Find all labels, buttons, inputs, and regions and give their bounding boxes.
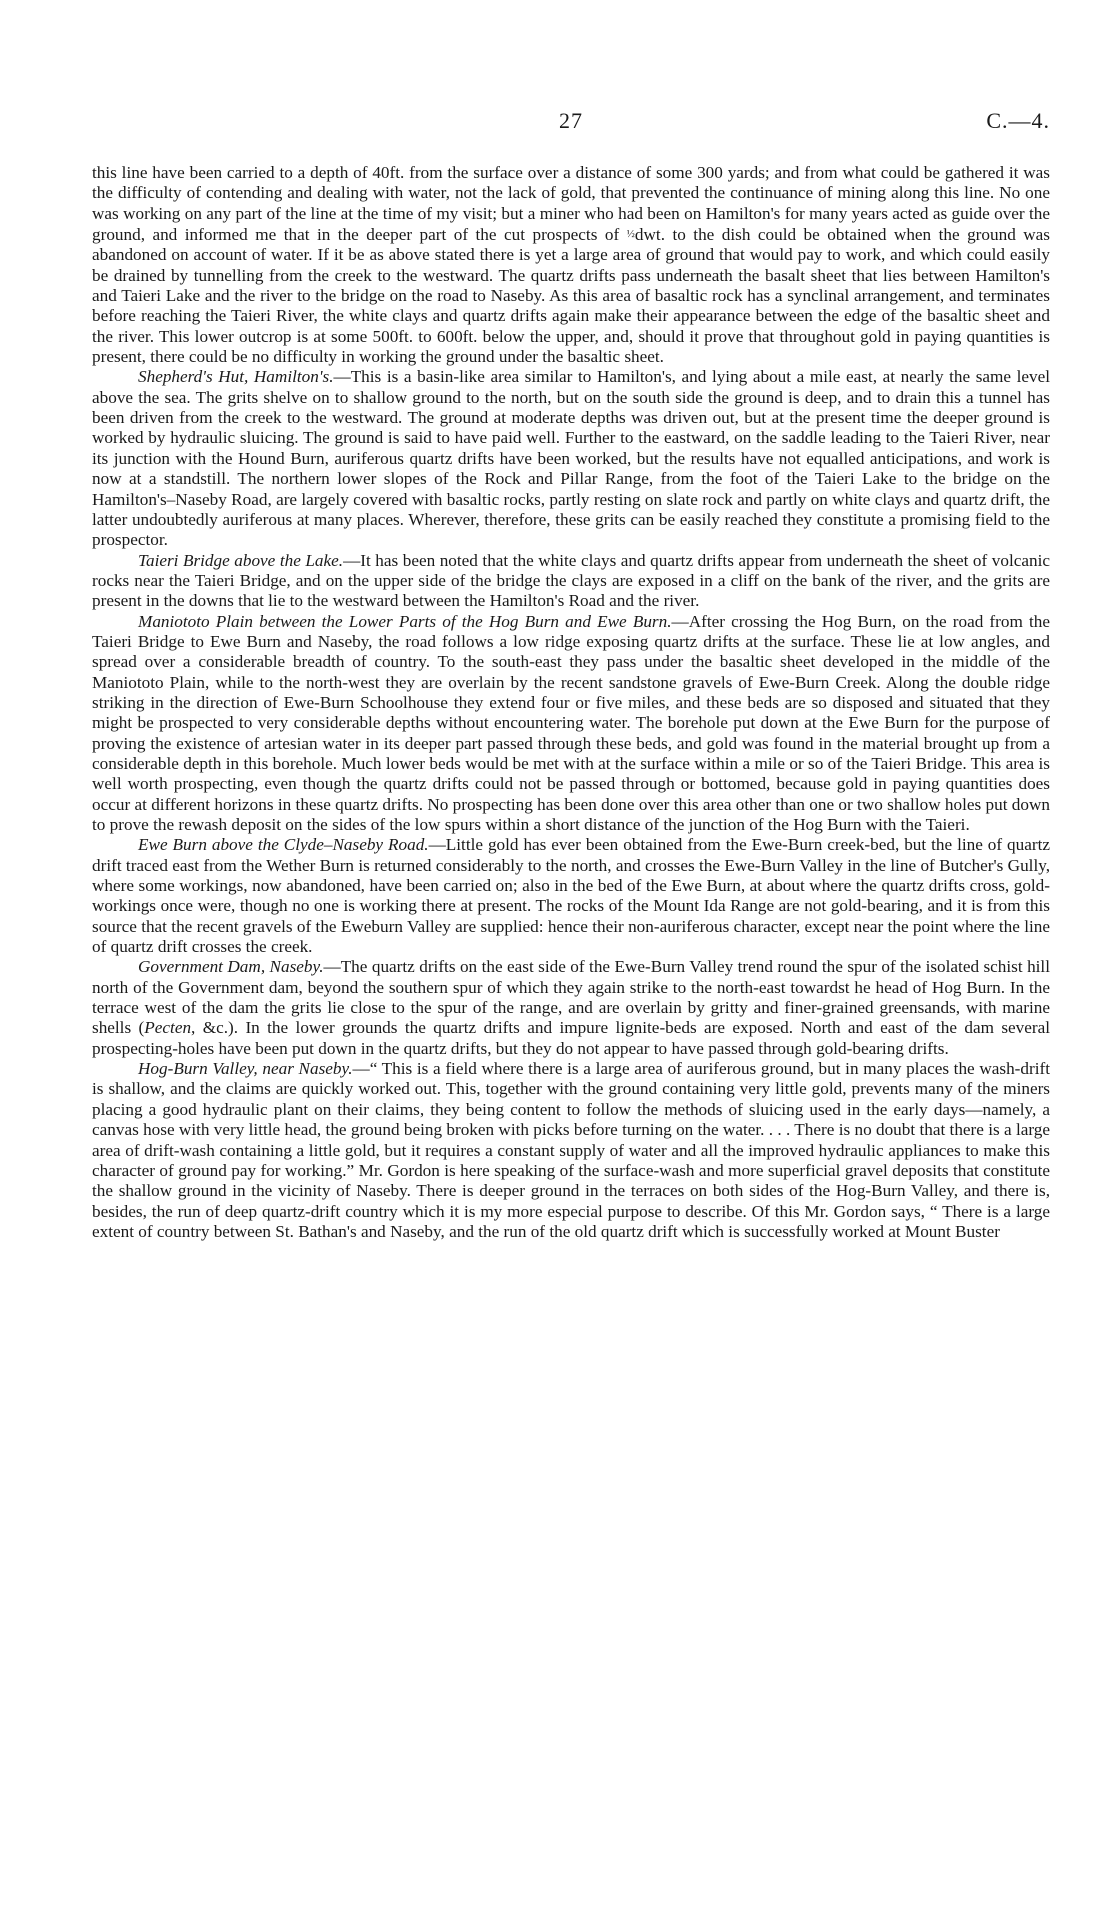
section-heading: Government Dam, Naseby. bbox=[138, 957, 324, 977]
page-header bbox=[92, 108, 1050, 138]
paragraph-text: —It has been noted that the white clays and quartz drifts appear from underneath the sheet of volcanic rocks near the Taieri Bridge, and on the upper side of the bridge the clays are exposed in a cliff on the bank of the river, and the grits are present in the downs that lie to the westward between the Hamilton's Road and the river. bbox=[92, 550, 1050, 611]
paragraph-text: —After crossing the Hog Burn, on the road from the Taieri Bridge to Ewe Burn and Naseby, the road follows a low ridge exposing quartz drifts at the surface. These lie at low angles, and spread over a considerable breadth of country. To the south-east they pass under the basaltic sheet developed in the middle of the Maniototo Plain, while to the north-west they are overlain by the recent sandstone gravels of Ewe-Burn Creek. Along the double ridge striking in the direction of Ewe-Burn Schoolhouse they extend four or five miles, and these beds are so disposed and situated that they might be prospected to very considerable depths without encountering water. The borehole put down at the Ewe Burn for the purpose of proving the existence of artesian water in its deeper part passed through these beds, and gold was found in the material brought up from a considerable depth in this borehole. Much lower beds would be met with at the surface within a mile or so of the Taieri Bridge. This area is well worth prospecting, even though the quartz drifts could not be passed through or bottomed, because gold in paying quantities does occur at different horizons in these quartz drifts. No prospecting has been done over this area other than one or two shallow holes put down to prove the rewash deposit on the sides of the low spurs within a short distance of the junction of the Hog Burn with the Taieri. bbox=[92, 611, 1050, 834]
paragraph-taieri-bridge bbox=[92, 551, 1050, 612]
italic-term: Pecten bbox=[144, 1018, 192, 1038]
section-heading: Shepherd's Hut, Hamilton's. bbox=[138, 367, 334, 387]
paragraph-text: this line have been carried to a depth of 40ft. from the surface over a distance of some 300 yards; and from what could be gathered it was the difficulty of contending and dealing with water, not the lack of gold, that prevented the continuance of mining along this line. No one was working on any part of the line at the time of my visit; but a miner who had been on Hamilton's for many years acted as guide over the ground, and informed me that in the deeper part of the cut prospects of bbox=[92, 163, 1050, 245]
paragraph-ewe-burn bbox=[92, 835, 1050, 957]
document-reference: C.—4. bbox=[986, 108, 1050, 133]
paragraph-text: —The quartz drifts on the east side of the Ewe-Burn Valley trend round the spur of the isolated schist hill north of the Government dam, beyond the southern spur of which they again strike to the north-east towardst he head of Hog Burn. In the terrace west of the dam the grits lie close to the spur of the range, and are overlain by gritty and finer-grained greensands, with marine shells ( bbox=[92, 957, 1050, 1038]
paragraph-hamiltons-continuation bbox=[92, 163, 1050, 367]
paragraph-text: , &c.). In the lower grounds the quartz drifts and impure lignite-beds are exposed. North and east of the dam several prospecting-holes have been put down in the quartz drifts, but they do not appear to have passed through gold-bearing drifts. bbox=[92, 1018, 1051, 1058]
paragraph-text: —This is a basin-like area similar to Hamilton's, and lying about a mile east, at nearly the same level above the sea. The grits shelve on to shallow ground to the north, but on the south side the ground is deep, and to drain this a tunnel has been driven from the creek to the westward. The ground at moderate depths was driven out, but at the present time the deeper ground is worked by hydraulic sluicing. The ground is said to have paid well. Further to the eastward, on the saddle leading to the Taieri River, near its junction with the Hound Burn, auriferous quartz drifts have been worked, but the results have not equalled anticipations, and work is now at a standstill. The northern lower slopes of the Rock and Pillar Range, from the foot of the Taieri Lake to the bridge on the Hamilton's–Naseby Road, are largely covered with basaltic rocks, partly resting on slate rock and partly on white clays and quartz drift, the latter undoubtedly auriferous at many places. Wherever, therefore, these grits can be easily reached they constitute a promising field to the prospector. bbox=[92, 367, 1051, 550]
body-text bbox=[92, 163, 1050, 1242]
section-heading: Maniototo Plain between the Lower Parts of the Hog Burn and Ewe Burn. bbox=[138, 611, 672, 631]
paragraph-text: —Little gold has ever been obtained from the Ewe-Burn creek-bed, but the line of quartz drift traced east from the Wether Burn is returned considerably to the north, and crosses the Ewe-Burn Valley in the line of Butcher's Gully, where some workings, now abandoned, have been carried on; also in the bed of the Ewe Burn, at about where the quartz drifts cross, gold-workings once were, though no one is working there at present. The rocks of the Mount Ida Range are not gold-bearing, and it is from this source that the recent gravels of the Eweburn Valley are supplied: hence their non-auriferous character, except near the point where the line of quartz drift crosses the creek. bbox=[92, 835, 1050, 957]
section-heading: Hog-Burn Valley, near Naseby. bbox=[138, 1059, 353, 1079]
paragraph-hog-burn-valley bbox=[92, 1059, 1050, 1242]
fraction-half: ½ bbox=[626, 228, 635, 241]
paragraph-government-dam bbox=[92, 957, 1050, 1059]
paragraph-text: —“ This is a field where there is a large area of auriferous ground, but in many places the wash-drift is shallow, and the claims are quickly worked out. This, together with the ground containing very little gold, prevents many of the miners placing a good hydraulic plant on their claims, they being content to follow the methods of sluicing used in the early days—namely, a canvas hose with very little head, the ground being broken with picks before turning on the water. . . . There is no doubt that there is a large area of drift-wash containing a little gold, but it requires a constant supply of water and all the improved hydraulic appliances to make this character of ground pay for working.” Mr. Gordon is here speaking of the surface-wash and more superficial gravel deposits that constitute the shallow ground in the vicinity of Naseby. There is deeper ground in the terraces on both sides of the Hog-Burn Valley, and there is, besides, the run of deep quartz-drift country which it is my more especial purpose to describe. Of this Mr. Gordon says, “ There is a large extent of country between St. Bathan's and Naseby, and the run of the old quartz drift which is successfully worked at Mount Buster bbox=[92, 1059, 1050, 1241]
paragraph-text: dwt. to the dish could be obtained when the ground was abandoned on account of water. If it be as above stated there is yet a large area of ground that would pay to work, and which could easily be drained by tunnelling from the creek to the westward. The quartz drifts pass underneath the basalt sheet that lies between Hamilton's and Taieri Lake and the river to the bridge on the road to Naseby. As this area of basaltic rock has a synclinal arrangement, and terminates before reaching the Taieri River, the white clays and quartz drifts again make their appearance between the edge of the basaltic sheet and the river. This lower outcrop is at some 500ft. to 600ft. below the upper, and, should it prove that throughout gold in paying quantities is present, there could be no difficulty in working the ground under the basaltic sheet. bbox=[92, 225, 1050, 367]
paragraph-shepherds-hut bbox=[92, 367, 1050, 550]
paragraph-maniototo-plain bbox=[92, 612, 1050, 836]
page-number: 27 bbox=[559, 108, 583, 133]
section-heading: Taieri Bridge above the Lake. bbox=[138, 550, 344, 570]
section-heading: Ewe Burn above the Clyde–Naseby Road. bbox=[138, 835, 429, 855]
